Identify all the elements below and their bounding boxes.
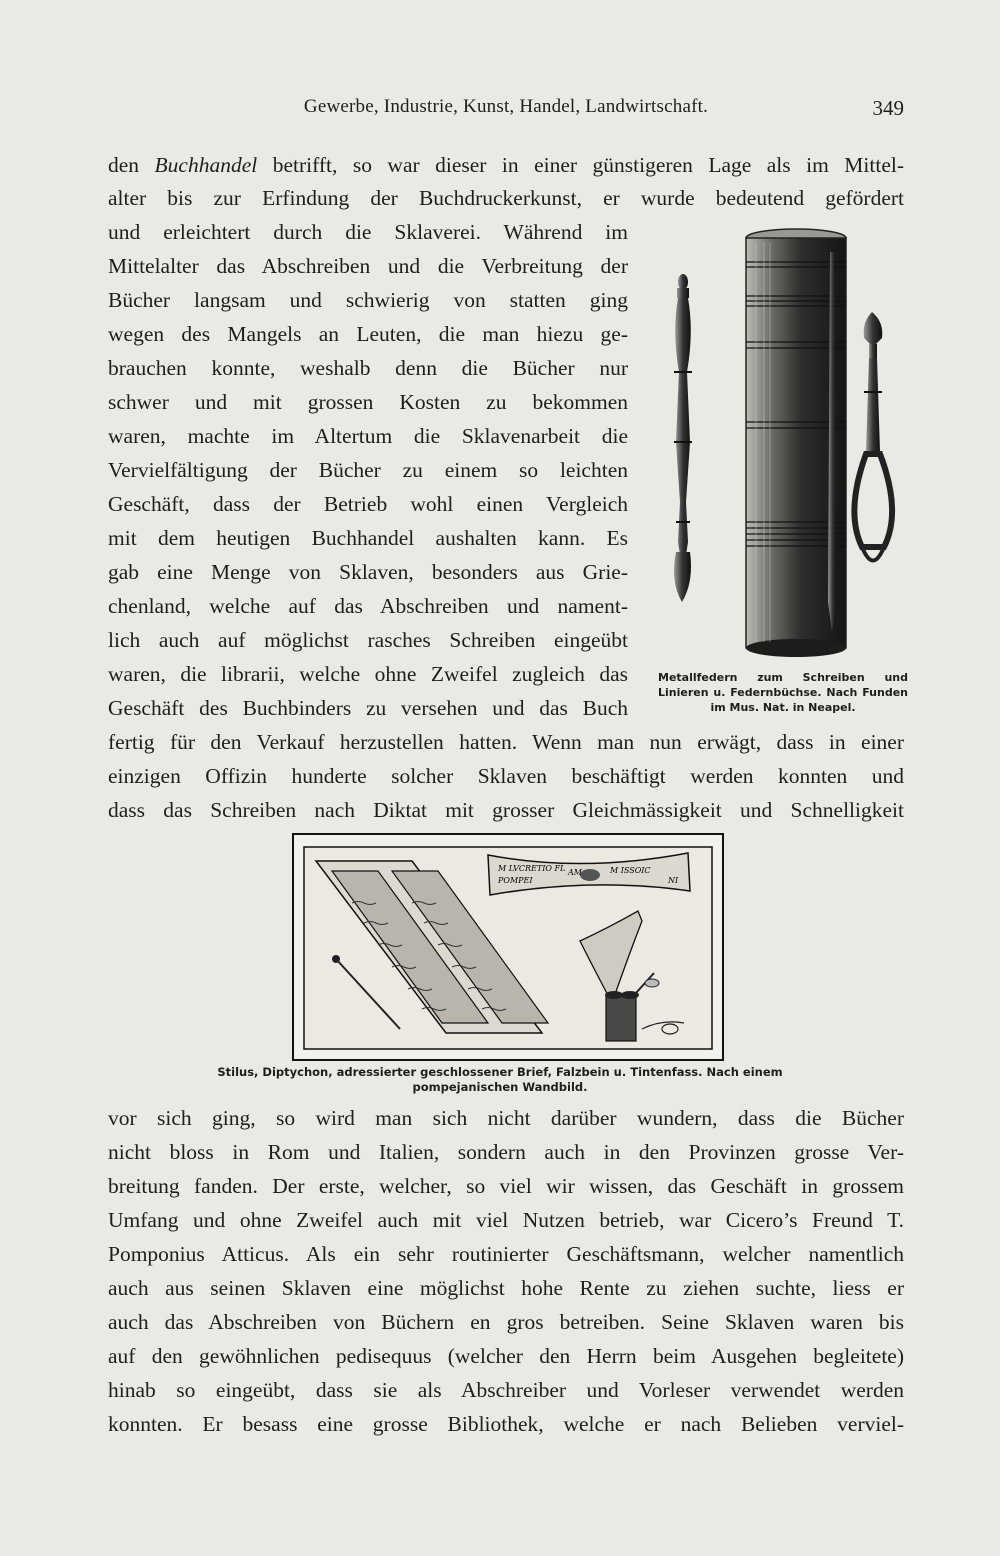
- page-number: 349: [872, 96, 904, 120]
- figure-metal-pens: [650, 222, 912, 667]
- svg-text:POMPEI: POMPEI: [498, 876, 533, 885]
- text-line: schwer und mit grossen Kosten zu bekommen: [108, 390, 628, 414]
- text-line: hinab so eingeübt, dass sie als Abschreiber und Vorleser verwendet werden: [108, 1378, 904, 1402]
- page-header: [108, 96, 904, 126]
- text-line: Vervielfältigung der Bücher zu einem so leichten: [108, 458, 628, 482]
- figure1-caption: Metallfedern zum Schreiben und Linieren u. Federnbüchse. Nach Funden im Mus. Nat. in Neapel.: [658, 671, 908, 714]
- text-line: lich auch auf möglichst rasches Schreiben eingeübt: [108, 628, 628, 652]
- text-line: Geschäft, dass der Betrieb wohl einen Vergleich: [108, 492, 628, 516]
- emphasized-word: Buchhandel: [154, 153, 258, 177]
- svg-text:NI: NI: [668, 876, 679, 885]
- figure2-caption-line1: Stilus, Diptychon, adressierter geschlossener Brief, Falzbein u. Tintenfass. Nach einem: [217, 1065, 783, 1079]
- text-line: Geschäft des Buchbinders zu versehen und das Buch: [108, 696, 628, 720]
- running-head: Gewerbe, Industrie, Kunst, Handel, Landwirtschaft.: [303, 96, 709, 117]
- text-line: Bücher langsam und schwierig von statten ging: [108, 288, 628, 312]
- text-line: auch aus seinen Sklaven eine möglichst hohe Rente zu ziehen suchte, liess er: [108, 1276, 904, 1300]
- figure-writing-implements: [292, 833, 724, 1061]
- text-line: waren, die librarii, welche ohne Zweifel zugleich das: [108, 662, 628, 686]
- text-line: nicht bloss in Rom und Italien, sondern auch in den Provinzen grosse Ver-: [108, 1140, 904, 1164]
- svg-text:M ISSOIC: M ISSOIC: [610, 866, 651, 875]
- text-line: den Buchhandel betrifft, so war dieser in einer günstigeren Lage als im Mittel-: [108, 153, 904, 177]
- text-line: Mittelalter das Abschreiben und die Verbreitung der: [108, 254, 628, 278]
- text-line: Pomponius Atticus. Als ein sehr routinierter Geschäftsmann, welcher namentlich: [108, 1242, 904, 1266]
- text-line: breitung fanden. Der erste, welcher, so viel wir wissen, das Geschäft in grossem: [108, 1174, 904, 1198]
- text-line: alter bis zur Erfindung der Buchdruckerkunst, er wurde bedeutend gefördert: [108, 186, 904, 210]
- text-line: chenland, welche auf das Abschreiben und nament-: [108, 594, 628, 618]
- text-line: waren, machte im Altertum die Sklavenarbeit die: [108, 424, 628, 448]
- text-line: konnten. Er besass eine grosse Bibliothek, welche er nach Belieben verviel-: [108, 1412, 904, 1436]
- svg-text:AM: AM: [568, 868, 582, 877]
- text-line: dass das Schreiben nach Diktat mit grosser Gleichmässigkeit und Schnelligkeit: [108, 798, 904, 822]
- text-line: auch das Abschreiben von Büchern en gros betreiben. Seine Sklaven waren bis: [108, 1310, 904, 1334]
- text-line: auf den gewöhnlichen pedisequus (welcher den Herrn beim Ausgehen begleitete): [108, 1344, 904, 1368]
- text-line: vor sich ging, so wird man sich nicht darüber wundern, dass die Bücher: [108, 1106, 904, 1130]
- text-line: und erleichtert durch die Sklaverei. Während im: [108, 220, 628, 244]
- figure2-caption: [150, 1065, 850, 1095]
- text-line: wegen des Mangels an Leuten, die man hiezu ge-: [108, 322, 628, 346]
- text-line: mit dem heutigen Buchhandel aushalten kann. Es: [108, 526, 628, 550]
- text-line: fertig für den Verkauf herzustellen hatten. Wenn man nun erwägt, dass in einer: [108, 730, 904, 754]
- text-line: gab eine Menge von Sklaven, besonders aus Grie-: [108, 560, 628, 584]
- right-pen-drawing: [854, 312, 892, 561]
- left-pen-drawing: [674, 274, 692, 602]
- text-line: brauchen konnte, weshalb denn die Bücher nur: [108, 356, 628, 380]
- svg-text:M LVCRETIO FL: M LVCRETIO FL: [498, 864, 566, 873]
- figure2-caption-line2: pompejanischen Wandbild.: [412, 1080, 588, 1094]
- text-line: Umfang und ohne Zweifel auch mit viel Nutzen betrieb, war Cicero’s Freund T.: [108, 1208, 904, 1232]
- text-line: einzigen Offizin hunderte solcher Sklaven beschäftigt werden konnten und: [108, 764, 904, 788]
